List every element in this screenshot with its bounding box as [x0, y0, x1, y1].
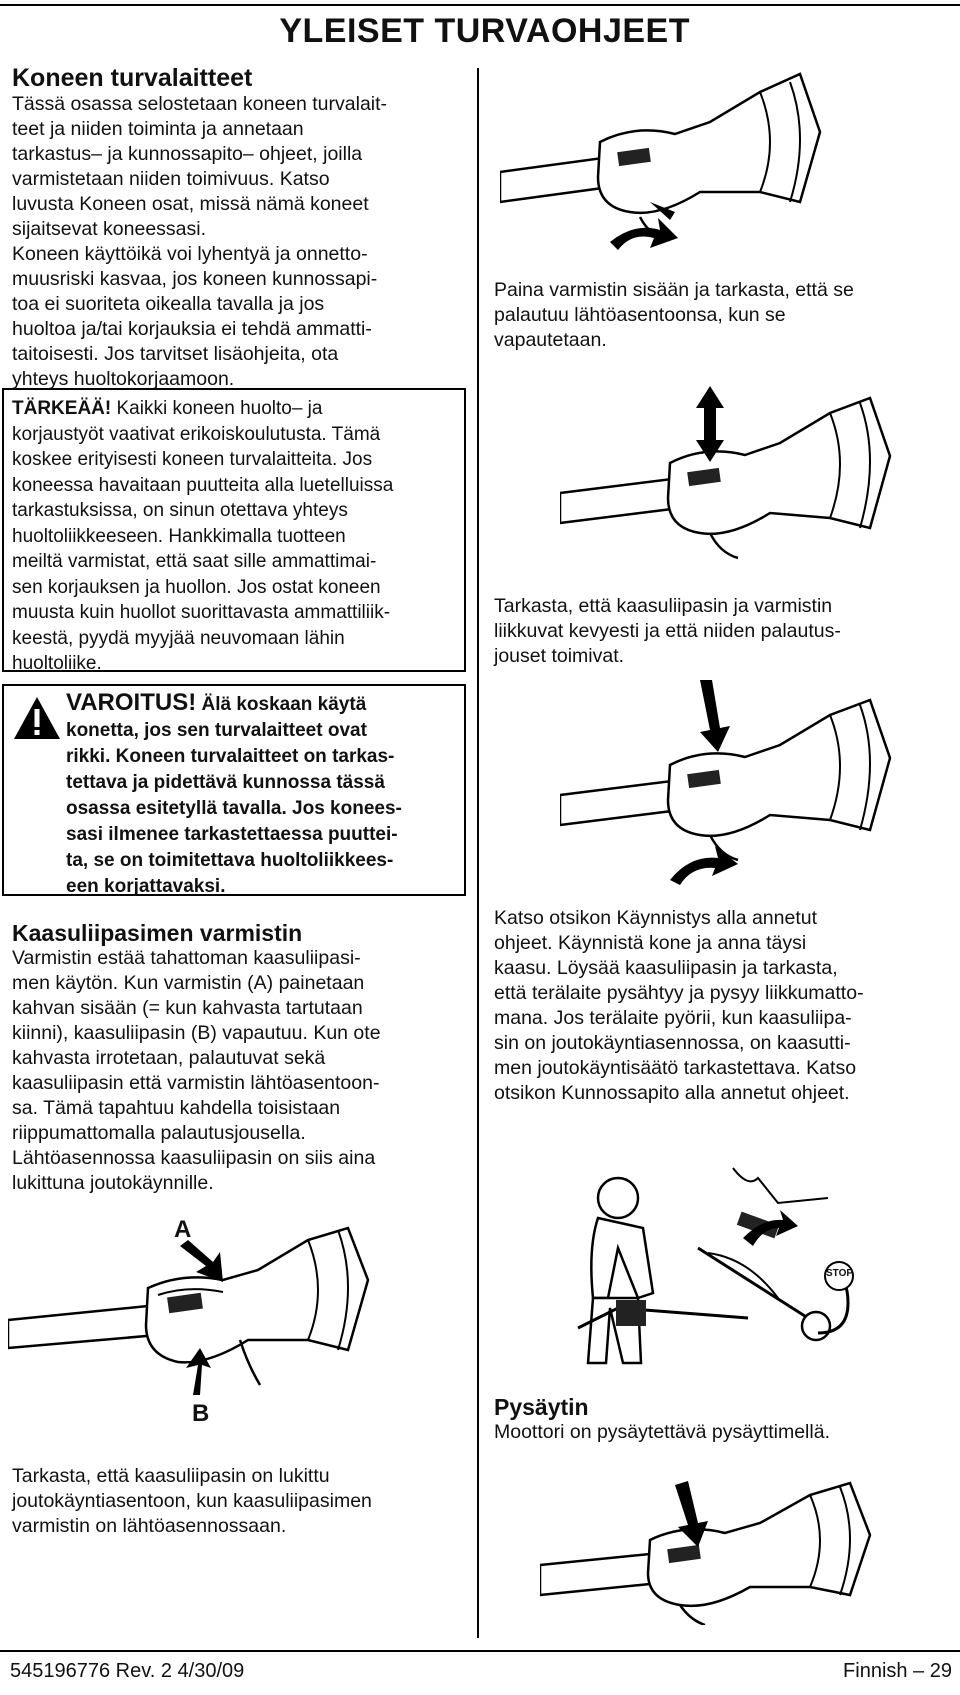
text-line: sin on joutokäyntiasennossa, on kaasutti-: [494, 1032, 851, 1054]
move-caption: [494, 594, 954, 669]
page-number: Finnish – 29: [843, 1660, 952, 1682]
text-line: huoltoliikkeeseen. Hankkimalla tuotteen: [12, 525, 346, 547]
bottom-rule: [0, 1650, 960, 1652]
text-line: men käytön. Kun varmistin (A) painetaan: [12, 972, 365, 994]
press-caption: [494, 278, 954, 353]
section-title-safety-devices: Koneen turvalaitteet: [12, 64, 253, 92]
stop-switch-text: Moottori on pysäytettävä pysäyttimellä.: [494, 1421, 830, 1443]
text-line: tettava ja pidettävä kunnossa tässä: [66, 772, 385, 793]
text-line: korjaustyöt vaativat erikoiskoulutusta. Tämä: [12, 423, 381, 445]
page-title: YLEISET TURVAOHJEET: [279, 12, 690, 50]
text-line: rikki. Koneen turvalaitteet on tarkas-: [66, 746, 395, 767]
safety-devices-text: [12, 92, 467, 392]
text-line: Paina varmistin sisään ja tarkasta, että se: [494, 279, 854, 301]
text-line: Katso otsikon Käynnistys alla annetut: [494, 907, 818, 929]
text-line: konetta, jos sen turvalaitteet ovat: [66, 720, 367, 741]
handle-press-illustration: [500, 62, 930, 262]
text-line: sasi ilmenee tarkastettaessa puuttei-: [66, 824, 398, 845]
text-line: kaasu. Löysää kaasuliipasin ja tarkasta,: [494, 957, 838, 979]
text-line: jouset toimivat.: [494, 645, 625, 667]
text-line: luvusta Koneen osat, missä nämä koneet: [12, 193, 369, 215]
text-line: een korjattavaksi.: [66, 876, 226, 897]
text-line: Tässä osassa selostetaan koneen turvalait-: [12, 93, 388, 115]
text-line: tarkastus– ja kunnossapito– ohjeet, joilla: [12, 143, 363, 165]
warning-icon: [12, 694, 62, 742]
text-line: koneessa havaitaan puutteita alla luetelluissa: [12, 474, 394, 496]
text-line: teet ja niiden toiminta ja annetaan: [12, 118, 304, 140]
figure-label-a: A: [174, 1216, 192, 1243]
operator-trimmer-illustration: [548, 1158, 908, 1368]
text-line: Tarkasta, että kaasuliipasin ja varmistin: [494, 595, 833, 617]
text-line: otsikon Kunnossapito alla annetut ohjeet.: [494, 1082, 850, 1104]
important-label: TÄRKEÄÄ!: [12, 398, 112, 419]
section-title-stop-switch: Pysäytin: [494, 1394, 589, 1420]
text-line: Koneen käyttöikä voi lyhentyä ja onnetto-: [12, 243, 368, 265]
text-line: riippumattomalla palautusjousella.: [12, 1122, 306, 1144]
top-rule: [0, 4, 960, 6]
text-line: Varmistin estää tahattoman kaasuliipasi-: [12, 947, 361, 969]
section-title-throttle-lockout: Kaasuliipasimen varmistin: [12, 920, 303, 946]
document-id: 545196776 Rev. 2 4/30/09: [10, 1660, 245, 1682]
warning-label: VAROITUS!: [66, 689, 197, 716]
idle-check-caption: [494, 906, 954, 1106]
text-line: taitoisesti. Jos tarvitset lisäohjeita, ota: [12, 343, 339, 365]
text-line: osassa esitetyllä tavalla. Jos konees-: [66, 798, 402, 819]
important-box: [2, 388, 466, 672]
text-line: kahvasta irrotetaan, palautuvat sekä: [12, 1047, 326, 1069]
warning-text: [66, 690, 461, 900]
text-line: muusriski kasvaa, jos koneen kunnossapi-: [12, 268, 378, 290]
text-line: mana. Jos terälaite pyörii, kun kaasuliipa-: [494, 1007, 852, 1029]
figure-label-b: B: [192, 1400, 210, 1427]
important-text: [12, 396, 462, 677]
stop-sign: STOP: [826, 1268, 854, 1279]
text-line: men joutokäyntisäätö tarkastettava. Katso: [494, 1057, 857, 1079]
text-line: joutokäyntiasentoon, kun kaasuliipasimen: [12, 1490, 372, 1512]
text-line: sa. Tämä tapahtuu kahdella toisistaan: [12, 1097, 341, 1119]
text-line: tarkastuksissa, on sinun otettava yhteys: [12, 500, 348, 521]
throttle-handle-illustration: [8, 1200, 408, 1400]
text-line: [66, 690, 461, 718]
text-span: Älä koskaan käytä: [196, 694, 367, 715]
text-line: meiltä varmistat, että saat sille ammattimai-: [12, 551, 377, 572]
column-divider: [477, 68, 479, 1638]
text-line: Tarkasta, että kaasuliipasin on lukittu: [12, 1465, 330, 1487]
throttle-lockout-text: [12, 946, 467, 1196]
text-line: sen korjauksen ja huollon. Jos ostat koneen: [12, 576, 381, 598]
text-line: liikkuvat kevyesti ja että niiden palautus-: [494, 620, 841, 642]
text-line: että terälaite pysähtyy ja pysyy liikkumatto-: [494, 982, 864, 1004]
handle-release-illustration: [560, 680, 960, 890]
text-line: ohjeet. Käynnistä kone ja anna täysi: [494, 932, 807, 954]
warning-box: [2, 684, 466, 896]
text-line: [12, 396, 462, 422]
text-span: Kaikki koneen huolto– ja: [111, 398, 323, 419]
text-line: kaasuliipasin että varmistin lähtöasentoon-: [12, 1072, 380, 1094]
text-line: palautuu lähtöasentoonsa, kun se: [494, 304, 786, 326]
text-line: kahvan sisään (= kun kahvasta tartutaan: [12, 997, 363, 1019]
text-line: yhteys huoltokorjaamoon.: [12, 368, 235, 390]
text-line: kiinni), kaasuliipasin (B) vapautuu. Kun ote: [12, 1022, 381, 1044]
text-line: huoltoa ja/tai korjauksia ei tehdä ammatti-: [12, 318, 372, 340]
text-line: toa ei suoriteta oikealla tavalla ja jos: [12, 293, 325, 315]
text-line: ta, se on toimitettava huoltoliikkees-: [66, 850, 394, 871]
text-line: varmistin on lähtöasennossaan.: [12, 1515, 287, 1537]
text-line: lukittuna joutokäynnille.: [12, 1172, 214, 1194]
text-line: varmistetaan niiden toimivuus. Katso: [12, 168, 330, 190]
lockout-caption: [12, 1464, 467, 1539]
text-line: koskee erityisesti koneen turvalaitteita. Jos: [12, 449, 373, 470]
text-line: Lähtöasennossa kaasuliipasin on siis aina: [12, 1147, 376, 1169]
text-line: vapautetaan.: [494, 329, 607, 351]
stop-switch-illustration: [540, 1475, 940, 1625]
text-line: huoltoliike.: [12, 653, 102, 674]
text-line: muusta kuin huollot suorittavasta ammattiliik-: [12, 602, 391, 623]
handle-move-illustration: [560, 378, 960, 598]
text-line: sijaitsevat koneessasi.: [12, 218, 207, 240]
text-line: keestä, pyydä myyjää neuvomaan lähin: [12, 627, 345, 649]
